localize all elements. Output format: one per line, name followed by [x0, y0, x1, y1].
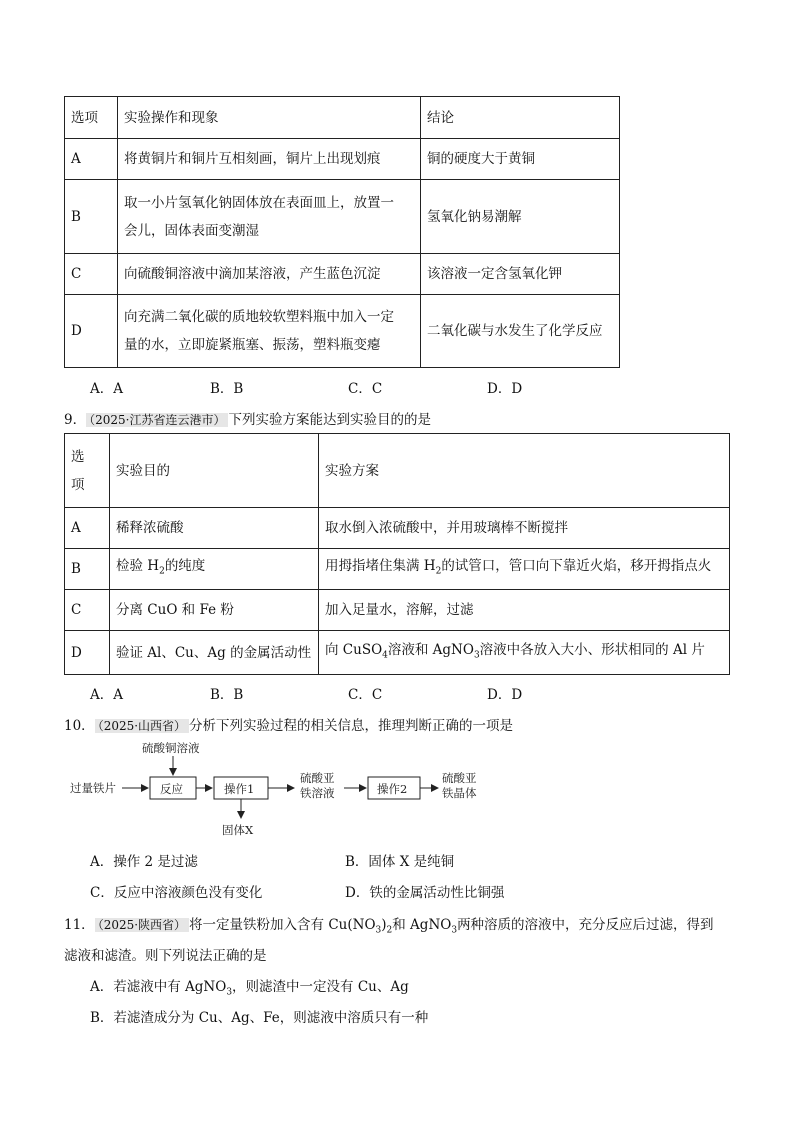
- header-goal: 实验目的: [110, 434, 319, 508]
- table-row: [65, 295, 620, 368]
- plan-text: 溶液和 AgNO: [387, 641, 474, 658]
- row-plan: [319, 631, 730, 675]
- option-d[interactable]: D．铁的金属活动性比铜强: [345, 885, 505, 901]
- choice-c[interactable]: C．C: [348, 381, 383, 397]
- choice-b[interactable]: B．B: [210, 381, 244, 397]
- row-operation: [118, 295, 421, 368]
- row-operation-line: 取一小片氢氧化钠固体放在表面皿上，放置一: [124, 194, 394, 211]
- option-a[interactable]: [90, 975, 409, 998]
- table-experiment-2: [64, 433, 730, 675]
- process-flow-diagram: [60, 740, 500, 840]
- row-operation: [118, 180, 421, 254]
- row-conclusion: 氢氧化钠易潮解: [421, 180, 620, 254]
- question-number: 10．: [64, 718, 95, 734]
- question-text: 下列实验方案能达到实验目的的是: [228, 412, 431, 428]
- question-10-stem: [64, 714, 513, 734]
- row-goal: [110, 549, 319, 590]
- subscript: 2: [159, 566, 165, 577]
- choice-c[interactable]: C．C: [348, 687, 383, 703]
- goal-text: 的纯度: [164, 558, 206, 575]
- subscript: 3: [473, 650, 480, 661]
- flow-label-iron: 过量铁片: [70, 781, 116, 795]
- table-row: [65, 549, 730, 590]
- option-b[interactable]: B．固体 X 是纯铜: [345, 854, 455, 870]
- question-number: 11．: [64, 917, 95, 933]
- row-conclusion: 二氧化碳与水发生了化学反应: [421, 295, 620, 368]
- header-operation: 实验操作和现象: [118, 97, 421, 139]
- choice-d[interactable]: D．D: [487, 687, 523, 703]
- flow-label-ferrous-crystal-2: 铁晶体: [442, 786, 477, 800]
- flow-label-ferrous-crystal-1: 硫酸亚: [442, 771, 477, 785]
- question-text: 将一定量铁粉加入含有 Cu(NO: [189, 917, 376, 933]
- row-conclusion: 该溶液一定含氢氧化钾: [421, 254, 620, 295]
- plan-text: 溶液中各放入大小、形状相同的 Al 片: [479, 641, 705, 658]
- question-number: 9．: [64, 412, 87, 428]
- flow-label-ferrous-solution-1: 硫酸亚: [300, 771, 335, 785]
- row-option: C: [65, 590, 110, 631]
- box-operation-2-label: 操作2: [377, 782, 408, 796]
- table-header-row: [65, 434, 730, 508]
- row-operation-line: 向充满二氧化碳的质地较软塑料瓶中加入一定: [124, 309, 394, 325]
- subscript: 3: [451, 925, 458, 936]
- flow-label-solid-x: 固体X: [222, 823, 254, 837]
- table-row: [65, 590, 730, 631]
- subscript: 2: [386, 925, 393, 936]
- question-11-stem: [64, 913, 714, 936]
- table-header-row: [65, 97, 620, 139]
- row-operation: 向硫酸铜溶液中滴加某溶液，产生蓝色沉淀: [118, 254, 421, 295]
- choice-d[interactable]: D．D: [487, 381, 523, 397]
- row-option: B: [65, 549, 110, 590]
- choice-a[interactable]: A．A: [90, 687, 123, 703]
- question-text: 和 AgNO: [392, 917, 452, 933]
- row-conclusion: 铜的硬度大于黄铜: [421, 139, 620, 180]
- table-row: [65, 139, 620, 180]
- option-text: A．若滤液中有 AgNO: [90, 979, 227, 995]
- header-conclusion: 结论: [421, 97, 620, 139]
- row-plan: 加入足量水，溶解，过滤: [319, 590, 730, 631]
- row-goal: 稀释浓硫酸: [110, 508, 319, 549]
- source-tag: （2025·江苏省连云港市）: [86, 413, 228, 427]
- subscript: 4: [382, 650, 388, 661]
- plan-text: 向 CuSO: [325, 641, 383, 658]
- row-plan: [319, 549, 730, 590]
- row-option: A: [65, 508, 110, 549]
- box-operation-1-label: 操作1: [224, 782, 255, 796]
- header-option-line: 项: [71, 476, 85, 493]
- row-goal: 分离 CuO 和 Fe 粉: [110, 590, 319, 631]
- row-operation: 将黄铜片和铜片互相刻画，铜片上出现划痕: [118, 139, 421, 180]
- choice-b[interactable]: B．B: [210, 687, 244, 703]
- question-11-stem-line2: 滤液和滤渣。则下列说法正确的是: [64, 948, 267, 964]
- plan-text: 用拇指堵住集满 H: [325, 558, 436, 575]
- flow-label-ferrous-solution-2: 铁溶液: [300, 786, 335, 800]
- row-operation-line: 会儿，固体表面变潮湿: [124, 222, 259, 239]
- row-plan: 取水倒入浓硫酸中，并用玻璃棒不断搅拌: [319, 508, 730, 549]
- table-row: [65, 254, 620, 295]
- question-text: 两种溶质的溶液中，充分反应后过滤，得到: [457, 917, 714, 933]
- row-option: A: [65, 139, 118, 180]
- row-option: D: [65, 631, 110, 675]
- source-tag: （2025·陕西省）: [95, 918, 189, 932]
- question-9-stem: [64, 408, 431, 428]
- subscript: 3: [375, 925, 382, 936]
- header-option: [65, 434, 110, 508]
- row-option: D: [65, 295, 118, 368]
- table-row: [65, 508, 730, 549]
- table-row: [65, 631, 730, 675]
- subscript: 3: [226, 987, 233, 998]
- plan-text: 的试管口，管口向下靠近火焰，移开拇指点火: [441, 558, 712, 575]
- source-tag: （2025·山西省）: [95, 719, 189, 733]
- row-option: C: [65, 254, 118, 295]
- goal-text: 检验 H: [116, 558, 160, 575]
- row-operation-line: 量的水，立即旋紧瓶塞、振荡，塑料瓶变瘪: [124, 337, 381, 353]
- choice-a[interactable]: A．A: [90, 381, 123, 397]
- flow-label-copper-sulfate: 硫酸铜溶液: [142, 741, 200, 755]
- option-b[interactable]: B．若滤渣成分为 Cu、Ag、Fe，则滤液中溶质只有一种: [90, 1010, 429, 1026]
- option-text: ，则滤渣中一定没有 Cu、Ag: [232, 979, 409, 995]
- box-reaction-label: 反应: [160, 782, 183, 796]
- row-goal: 验证 Al、Cu、Ag 的金属活动性: [110, 631, 319, 675]
- header-option: 选项: [65, 97, 118, 139]
- row-option: B: [65, 180, 118, 254]
- table-row: [65, 180, 620, 254]
- table-experiment-1: [64, 96, 620, 368]
- option-a[interactable]: A．操作 2 是过滤: [90, 854, 198, 870]
- header-option-line: 选: [71, 448, 85, 465]
- question-text: ): [381, 917, 387, 933]
- subscript: 2: [435, 566, 442, 577]
- option-c[interactable]: C．反应中溶液颜色没有变化: [90, 885, 263, 901]
- header-plan: 实验方案: [319, 434, 730, 508]
- question-text: 分析下列实验过程的相关信息，推理判断正确的一项是: [189, 718, 514, 734]
